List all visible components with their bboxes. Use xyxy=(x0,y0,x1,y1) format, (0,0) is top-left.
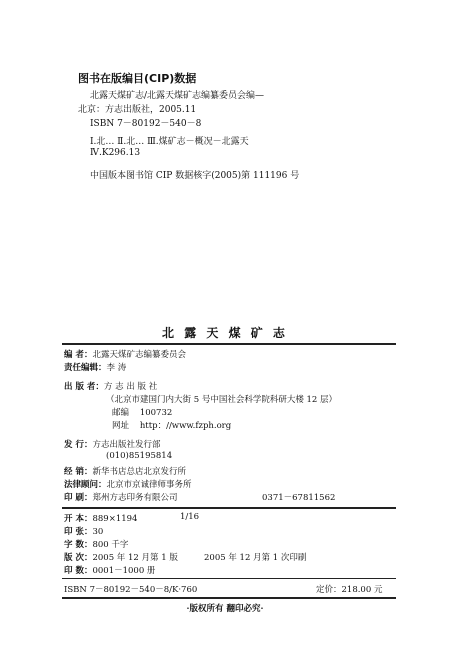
words-row xyxy=(64,538,128,550)
website-label: 网址 xyxy=(112,421,130,431)
legal-label: 法律顾问： xyxy=(64,480,107,490)
copies-value: 0001－1000 册 xyxy=(92,566,156,576)
printing-value: 2005 年 12 月第 1 次印刷 xyxy=(204,553,307,563)
sheets-label: 印 张： xyxy=(64,527,93,537)
postcode-label: 邮编 xyxy=(112,408,130,418)
publisher-website-row xyxy=(112,419,231,431)
legal-row xyxy=(64,478,192,490)
format-label: 开 本： xyxy=(64,514,93,524)
publisher-row xyxy=(64,380,157,392)
format-size: 1/16 xyxy=(180,512,200,522)
words-value: 800 千字 xyxy=(92,540,129,550)
dealer-label: 经 销： xyxy=(64,467,93,477)
website-value: http：//www.fzph.org xyxy=(139,421,232,431)
price: 定价：218.00 元 xyxy=(316,585,383,595)
isbn-number: ISBN 7－80192－540－8/K·760 xyxy=(64,585,198,595)
cip-cataloging-number: 中国版本图书馆 CIP 数据核字(2005)第 111196 号 xyxy=(90,171,300,181)
title-divider xyxy=(62,343,396,345)
cip-line-title: 北露天煤矿志/北露天煤矿志编纂委员会编— xyxy=(90,91,265,101)
publisher-name: 方 志 出 版 社 xyxy=(103,382,158,392)
distribution-value: 方志出版社发行部 xyxy=(92,440,161,450)
copies-label: 印 数： xyxy=(64,566,93,576)
format-value: 889×1194 xyxy=(92,514,138,524)
editor-label: 编 者： xyxy=(64,350,93,360)
publisher-postcode-row xyxy=(112,406,172,418)
copyright-notice: ·版权所有 翻印必究· xyxy=(186,604,264,614)
cip-line-isbn: ISBN 7－80192－540－8 xyxy=(90,119,202,129)
isbn-top-divider xyxy=(62,578,396,579)
isbn-bottom-divider xyxy=(62,597,396,599)
dealer-row xyxy=(64,465,186,477)
specs-top-divider xyxy=(62,507,396,509)
cip-line-publisher: 北京：方志出版社，2005.11 xyxy=(78,105,197,115)
editor-row xyxy=(64,348,186,360)
distribution-label: 发 行： xyxy=(64,440,93,450)
words-label: 字 数： xyxy=(64,540,93,550)
postcode-value: 100732 xyxy=(139,408,173,418)
sheets-value: 30 xyxy=(92,527,104,537)
responsible-editor-row xyxy=(64,361,126,373)
copies-row xyxy=(64,564,155,576)
publisher-label: 出 版 者： xyxy=(64,382,104,392)
cip-line-classification: Ⅰ.北… Ⅱ.北… Ⅲ.煤矿志－概况－北露天 xyxy=(90,137,249,147)
responsible-editor-value: 李 涛 xyxy=(106,363,127,373)
edition-label: 版 次： xyxy=(64,553,93,563)
cip-heading: 图书在版编目(CIP)数据 xyxy=(78,72,197,85)
cip-line-class-number: Ⅳ.K296.13 xyxy=(90,148,141,158)
responsible-editor-label: 责任编辑： xyxy=(64,363,107,373)
printer-phone: 0371－67811562 xyxy=(262,493,336,503)
sheets-row xyxy=(64,525,103,537)
distribution-row xyxy=(64,438,160,450)
edition-row xyxy=(64,551,178,563)
printer-value: 郑州方志印务有限公司 xyxy=(92,493,178,503)
printer-label: 印 刷： xyxy=(64,493,93,503)
legal-value: 北京市京诚律师事务所 xyxy=(106,480,192,490)
dealer-value: 新华书店总店北京发行所 xyxy=(92,467,186,477)
distribution-phone: (010)85195814 xyxy=(106,451,173,461)
book-title: 北 露 天 煤 矿 志 xyxy=(162,326,288,340)
edition-value: 2005 年 12 月第 1 版 xyxy=(92,553,178,563)
printer-row xyxy=(64,491,177,503)
publisher-address: （北京市建国门内大街 5 号中国社会科学院科研大楼 12 层） xyxy=(106,395,338,405)
editor-value: 北露天煤矿志编纂委员会 xyxy=(92,350,186,360)
format-row xyxy=(64,512,137,524)
